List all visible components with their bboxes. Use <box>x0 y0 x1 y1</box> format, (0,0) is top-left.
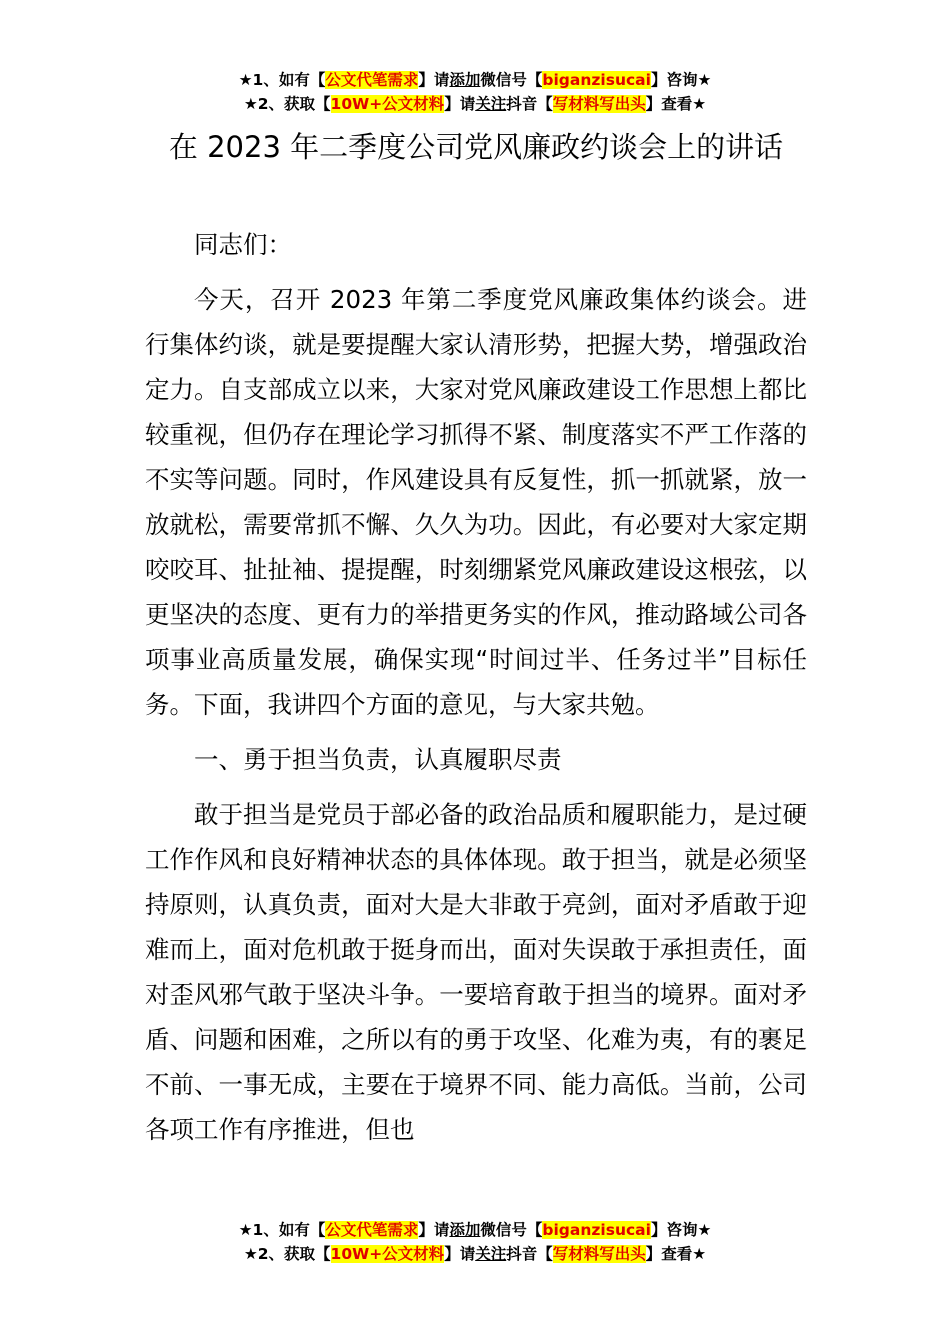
banner-line-1: ★1、如有【公文代笔需求】请添加微信号【biganzisucai】咨询★ <box>238 1221 712 1239</box>
banner-text: ★1、如有【 <box>238 1221 326 1239</box>
banner-underline: 添加 <box>449 1221 481 1239</box>
banner-text: 】咨询★ <box>650 1221 712 1239</box>
banner-highlight: 10W+公文材料 <box>330 1245 445 1263</box>
header-banner <box>0 68 950 116</box>
banner-text: 】请 <box>444 1245 476 1263</box>
banner-text: 】查看★ <box>645 95 707 113</box>
banner-text: ★2、获取【 <box>243 1245 331 1263</box>
paragraph: 今天，召开 2023 年第二季度党风廉政集体约谈会。进行集体约谈，就是要提醒大家认清形势，把握大势，增强政治定力。自支部成立以来，大家对党风廉政建设工作思想上都比较重视，但仍存在理论学习抓得不紧、制度落实不严工作落的不实等问题。同时，作风建设具有反复性，抓一抓就紧，放一放就松，需要常抓不懈、久久为功。因此，有必要对大家定期咬咬耳、扯扯袖、提提醒，时刻绷紧党风廉政建设这根弦，以更坚决的态度、更有力的举措更务实的作风，推动路域公司各项事业高质量发展，确保实现“时间过半、任务过半”目标任务。下面，我讲四个方面的意见，与大家共勉。 <box>145 285 807 719</box>
banner-underline: 关注 <box>475 95 507 113</box>
banner-highlight: biganzisucai <box>542 1221 651 1239</box>
banner-underline: 添加 <box>449 71 481 89</box>
banner-text: 抖音【 <box>506 95 553 113</box>
banner-text: 微信号【 <box>480 1221 543 1239</box>
banner-line-2 <box>0 92 950 116</box>
document-title: 在 2023 年二季度公司党风廉政约谈会上的讲话 <box>168 130 784 164</box>
salutation: 同志们： <box>194 230 292 259</box>
banner-highlight: 写材料写出头 <box>552 1245 646 1263</box>
document-body <box>145 222 807 1162</box>
section-heading: 一、勇于担当负责，认真履职尽责 <box>194 745 562 774</box>
footer-banner <box>0 1218 950 1266</box>
banner-text: 抖音【 <box>506 1245 553 1263</box>
banner-text: ★1、如有【 <box>238 71 326 89</box>
banner-text: ★2、获取【 <box>243 95 331 113</box>
banner-underline: 关注 <box>475 1245 507 1263</box>
banner-highlight: 10W+公文材料 <box>330 95 445 113</box>
banner-highlight: biganzisucai <box>542 71 651 89</box>
banner-highlight: 写材料写出头 <box>552 95 646 113</box>
paragraph: 敢于担当是党员于部必备的政治品质和履职能力，是过硬工作作风和良好精神状态的具体体现。敢于担当，就是必须坚持原则，认真负责，面对大是大非敢于亮剑，面对矛盾敢于迎难而上，面对危机敢于挺身而出，面对失误敢于承担责任，面对歪风邪气敢于坚决斗争。一要培育敢于担当的境界。面对矛盾、问题和困难，之所以有的勇于攻坚、化难为夷，有的裹足不前、一事无成，主要在于境界不同、能力高低。当前，公司各项工作有序推进，但也 <box>145 800 807 1144</box>
banner-text: 】请 <box>444 95 476 113</box>
banner-line-1: ★1、如有【公文代笔需求】请添加微信号【biganzisucai】咨询★ <box>238 71 712 89</box>
banner-text: 】咨询★ <box>650 71 712 89</box>
banner-text: 微信号【 <box>480 71 543 89</box>
banner-line-2 <box>0 1242 950 1266</box>
banner-highlight: 公文代笔需求 <box>325 71 419 89</box>
banner-text: 】查看★ <box>645 1245 707 1263</box>
banner-highlight: 公文代笔需求 <box>325 1221 419 1239</box>
